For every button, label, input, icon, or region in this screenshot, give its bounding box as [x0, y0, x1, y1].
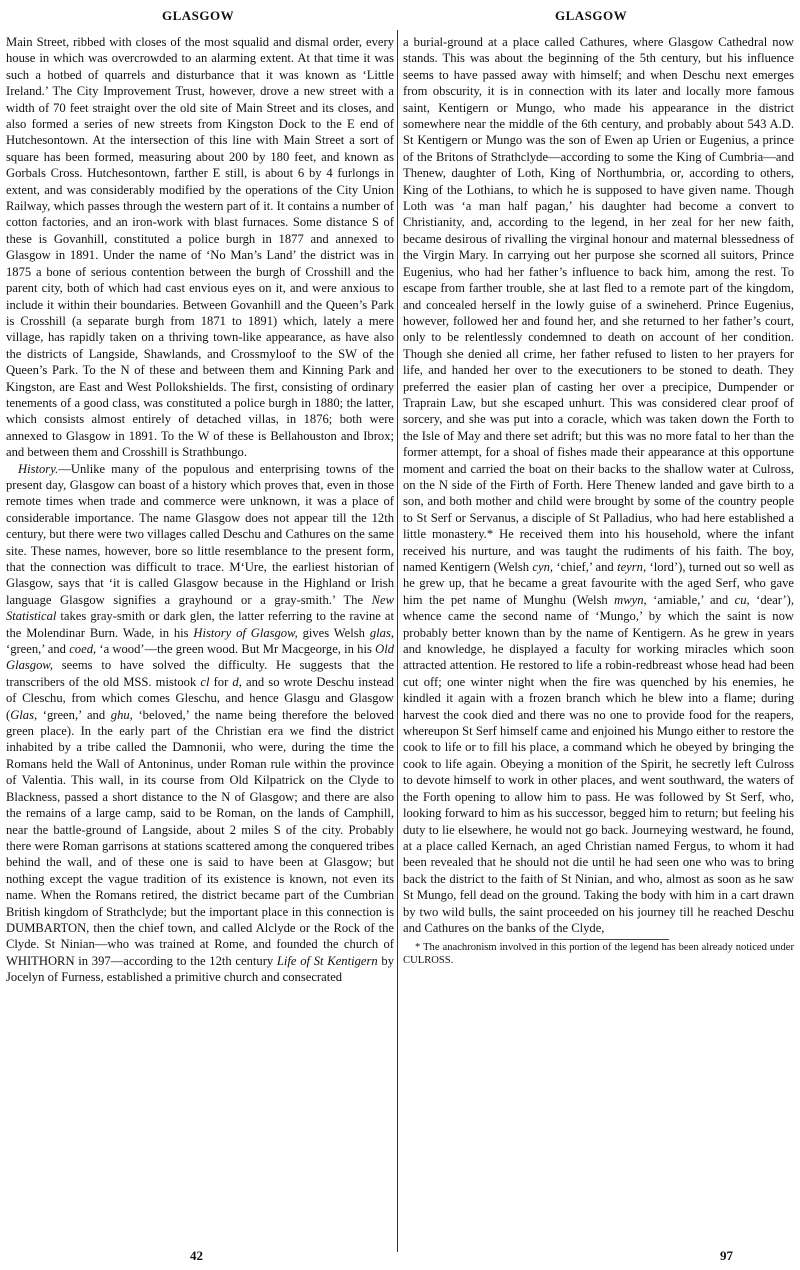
- running-header-left: GLASGOW: [162, 8, 235, 23]
- paragraph-gorbals: Main Street, ribbed with closes of the most squalid and dismal order, every house in which was overcrowded to an alarming extent. At that time it was such a hotbed of quarrels and disturbance that it was known as ‘Little Ireland.’ The City Improvement Trust, however, drove a new street with a width of 70 feet straight over the old site of Main Street and its closes, and also formed a series of new streets from Kingston Dock to the E end of Hutchesontown. At the intersection of this line with Main Street a sort of square has been formed, measuring about 200 by 180 feet, and known as Gorbals Cross. Hutchesontown, farther E still, is about 6 by 4 furlongs in extent, and was considerably modified by the operations of the City Union Railway, which passes through the western part of it. It contains a number of cotton factories, and an iron-work with blast furnaces. Some distance S of these is Govanhill, constituted a police burgh in 1877 and annexed to Glasgow in 1891. Under the name of ‘No Man’s Land’ the district was in 1875 a bone of serious contention between the burgh of Crosshill and the parent city, both of which had cast envious eyes on it, and were anxious to include it within their boundaries. Between Govanhill and the Queen’s Park is Crosshill (a separate burgh from 1871 to 1891) which, lately a mere village, has rapidly taken on a thriving town-like appearance, as have also the districts of Langside, Shawlands, and Crossmyloof to the SW of the Queen’s Park. To the N of these and between them and Kinning Park and Kingston, are East and West Pollokshields. The first, consisting of ordinary tenements of a good class, was constituted a police burgh in 1880; the latter, which consists almost entirely of detached villas, in 1876; both were annexed to Glasgow in 1891. To the W of these is Bellahouston and Ibrox; and between them and Crosshill is Strathbungo.: [6, 35, 394, 460]
- right-column: [403, 34, 794, 1242]
- page-number-left: 42: [190, 1248, 203, 1263]
- left-column: [6, 34, 394, 1242]
- column-divider: [397, 30, 398, 1252]
- running-header-right: GLASGOW: [555, 8, 628, 23]
- footnote: * The anachronism involved in this portion of the legend has been already noticed under CULROSS.: [403, 942, 794, 966]
- paragraph-kentigern: a burial-ground at a place called Cathures, where Glasgow Cathedral now stands. This was about the beginning of the 5th century, but his influence seems to have passed away with himself; and when Deschu next emerges from obscurity, it is in connection with its later and locally more famous saint, Kentigern or Mungo, who made his appearance in the district somewhere near the middle of the 6th century, and probably about 543 A.D. St Kentigern or Mungo was the son of Ewen ap Urien or Eugenius, a prince of the Britons of Strathclyde—according to some the King of Cumbria—and Thenew, daughter of Loth, King of Northumbria, or, according to others, King of the Lothians, to which he is supposed to have given name. Though Loth was ‘a man half pagan,’ his daughter had become a convert to Christianity, and, according to the legend, in her zeal for her new faith, became desirous of rivalling the virginal honour and maternal blessedness of the Virgin Mary. In carrying out her purpose she scorned all suitors, Prince Eugenius, who had her father’s influence to back him, among the rest. To escape from farther trouble, she at last fled to a remote part of the kingdom, and concealed herself in the lowly guise of a swineherd. Prince Eugenius, however, followed her and found her, and she returned to her father’s court, only to be relentlessly condemned to death on account of her condition. Though she denied all crime, her father refused to listen to her prayers for life, and handed her over to the executioners to be stoned to death. They preferred the easier plan of casting her over a precipice, Dumpender or Traprain Law, but she escaped unhurt. This was considered clear proof of sorcery, and she was put into a coracle, which was taken down the Forth to the Isle of May and there set adrift; but this was no more fatal to her than the former attempt, for a shoal of fishes made their appearance at this opportune moment and carried the boat on their backs to the shallow water at Culross, on the N side of the Firth of Forth. Here Thenew landed and gave birth to a son, and both mother and child were brought by some of the country people to St Serf or Servanus, a disciple of St Palladius, who had here established a little monastery.* He received them into his household, where the infant received his nurture, and was taught the rudiments of his faith. The boy, named Kentigern (Welsh cyn, ‘chief,’ and teyrn, ‘lord’), turned out so well as he grew up, that he became a great favourite with the aged Serf, who gave him the pet name of Munghu (Welsh mwyn, ‘amiable,’ and cu, ‘dear’), whence came the second name of ‘Mungo,’ by which the saint is now probably better known than by the name of Kentigern. As he grew in years and knowledge, he displayed a faculty for working miracles which soon attracted attention. He restored to life a robin-redbreast whose head had been cut off; one winter night when the fire was quenched by his enemies, he kindled it again with a frozen branch which he blew into a flame; during harvest the cook died and there was no one to provide food for the reapers, whereupon St Serf himself came and enjoined his Mungo either to restore the cook to life or to fill his place, a command which he obeyed by bringing the cook to life again. Obeying a monition of the Spirit, he secretly left Culross to devote himself to work in other places, and went southward, the waters of the Forth opening to allow him to pass. He was followed by St Serf, who, looking forward to him as his successor, begged him to return; but feeling his duty to lie elsewhere, he would not go back. Journeying westward, he found, at a place called Kernach, an aged Christian named Fergus, to whom it had been revealed that he should not die until he had seen one who was to bring back the district to the faith of St Ninian, and who, almost as soon as he saw St Mungo, fell dead on the ground. Taking the body with him in a cart drawn by two wild bulls, the saint proceeded on his journey till he reached Deschu and Cathures on the banks of the Clyde,: [403, 35, 794, 935]
- paragraph-history: History.—Unlike many of the populous and enterprising towns of the present day, Glasgow can boast of a history which proves that, even in those remote times when trade and commerce were unknown, it was a place of considerable importance. The name Glasgow does not appear till the 12th century, but there were two villages called Deschu and Cathures on the same site. These names, however, bore so little resemblance to the present form, that the connection was difficult to trace. M‘Ure, the earliest historian of Glasgow, says that ‘it is called Glasgow because in the Highland or Irish language Glasgow signifies a grayhound or a gray-smith.’ The New Statistical takes gray-smith or dark glen, the latter referring to the ravine at the Molendinar Burn. Wade, in his History of Glasgow, gives Welsh glas, ‘green,’ and coed, ‘a wood’—the green wood. But Mr Macgeorge, in his Old Glasgow, seems to have solved the difficulty. He suggests that the transcribers of the old MSS. mistook cl for d, and so wrote Deschu instead of Cleschu, from which comes Gleschu, and hence Glasgu and Glasgow (Glas, ‘green,’ and ghu, ‘beloved,’ the name being therefore the beloved green place). In the early part of the Christian era we find the district inhabited by a tribe called the Damnonii, who were, during the time the Romans held the Wall of Antoninus, under Roman rule within the province of Valentia. This wall, in its course from Old Kilpatrick on the Clyde to Blackness, passed a short distance to the N of Glasgow; and there are also the remains of a large camp, said to be Roman, on the lands of Camphill, near the battle-ground of Langside, about 2 miles S of the city. Probably there were Roman garrisons at stations scattered among the conquered tribes behind the wall, and of these one is said to have been at Glasgow; but nothing except the vague tradition of its existence is known, not even its name. When the Romans retired, the district became part of the Cumbrian British kingdom of Strathclyde; but the important place in this connection is DUMBARTON, then the chief town, and called Alclyde or the Rock of the Clyde. St Ninian—who was trained at Rome, and founded the church of WHITHORN in 397—according to the 12th century Life of St Kentigern by Jocelyn of Furness, established a primitive church and consecrated: [6, 461, 394, 985]
- footnote-rule: [529, 939, 669, 940]
- history-heading: History.: [18, 461, 59, 476]
- page-number-right: 97: [720, 1248, 733, 1263]
